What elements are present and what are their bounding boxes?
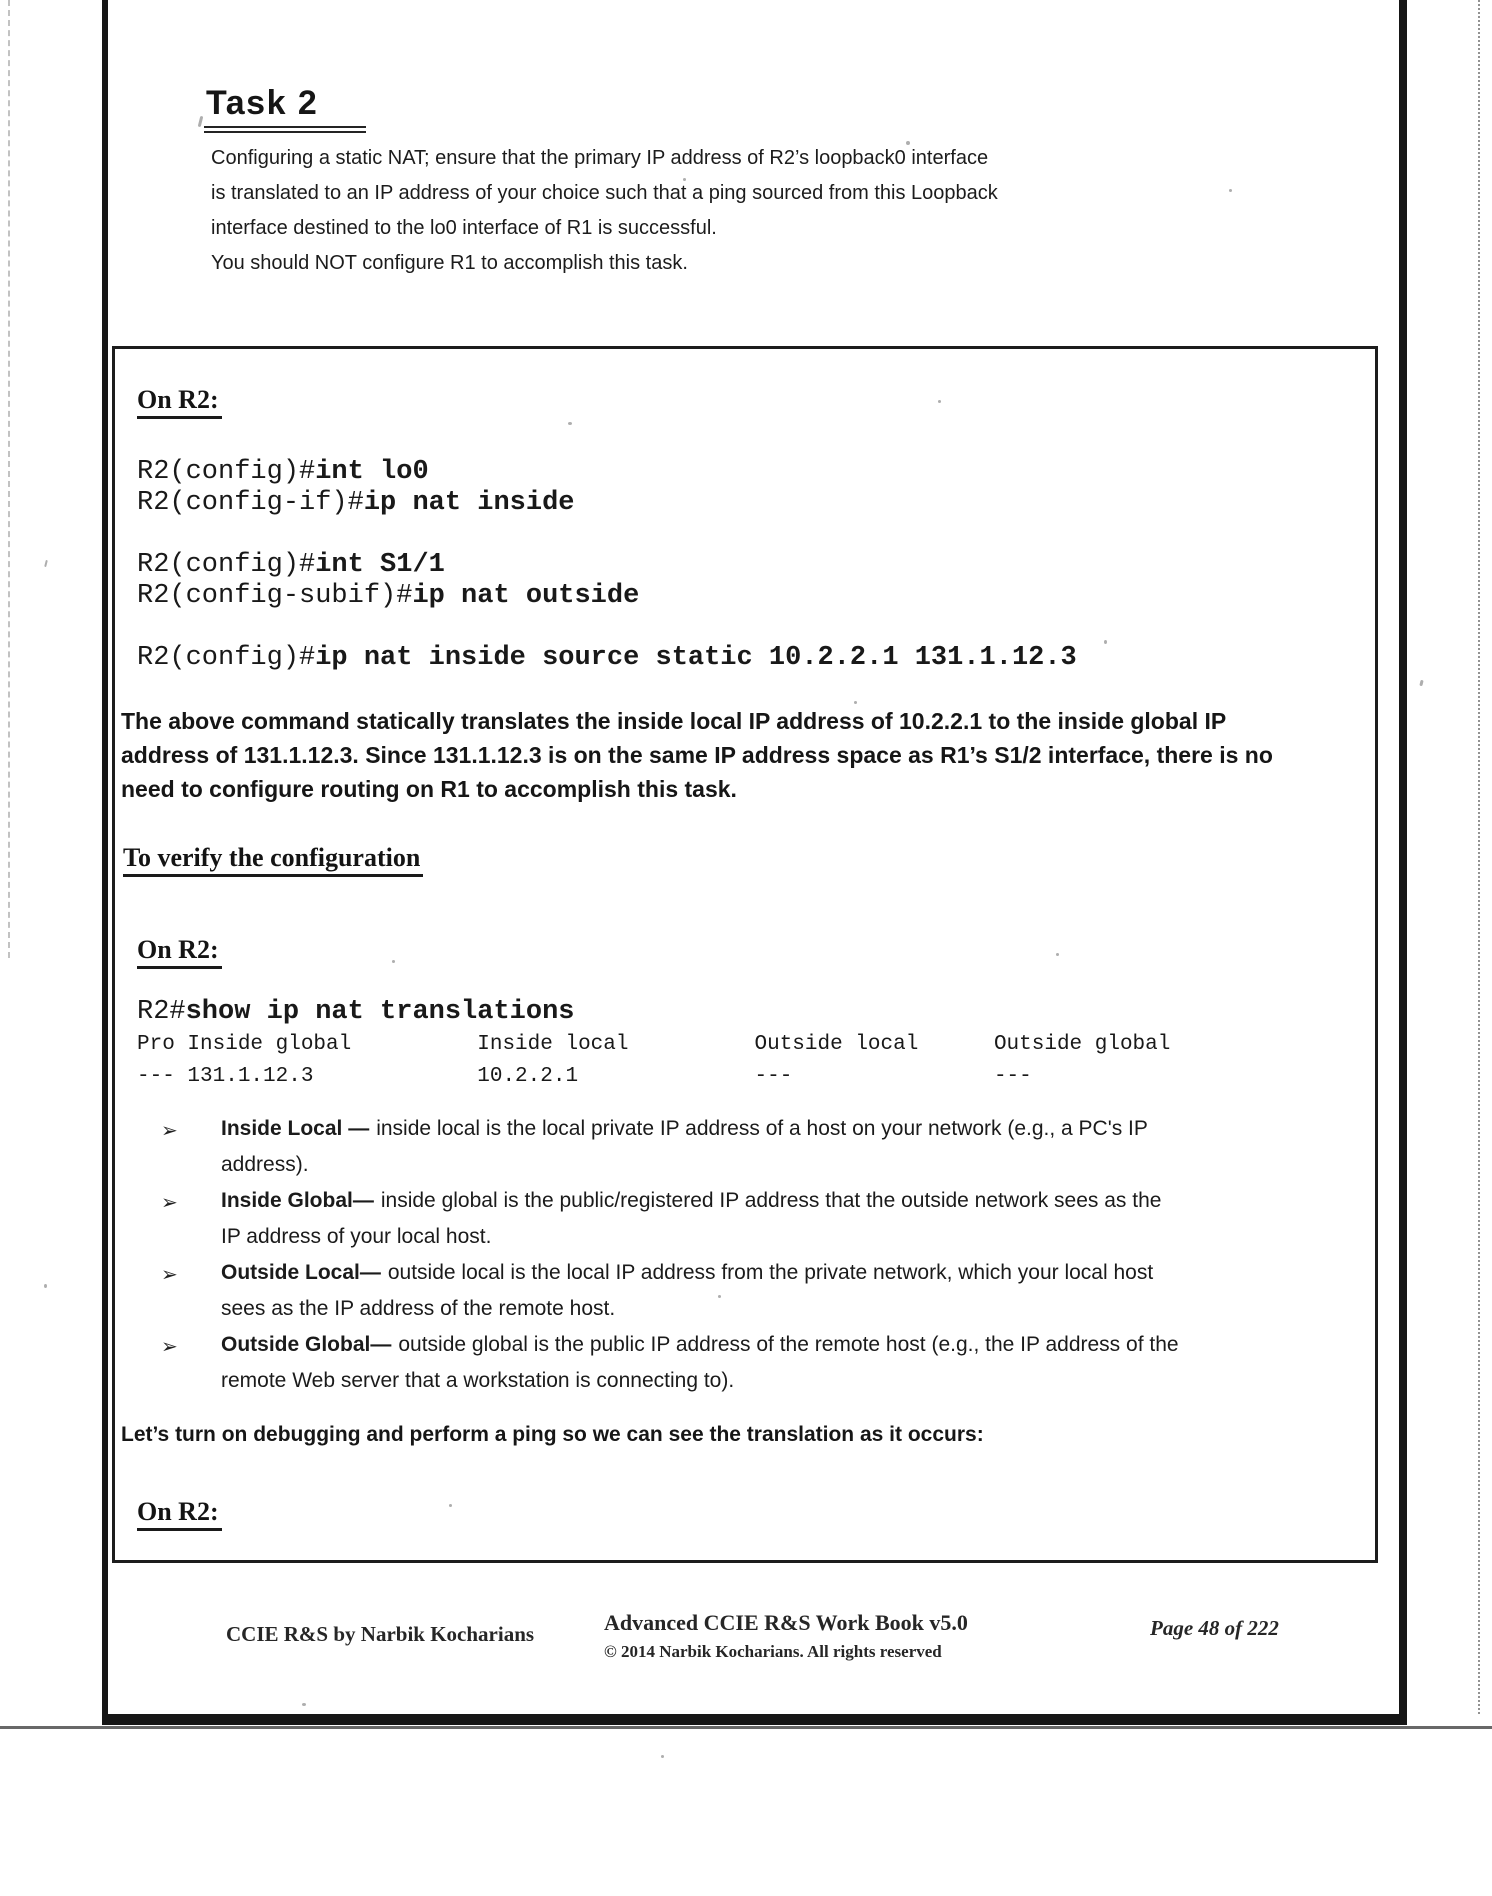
section-heading-text: On R2: xyxy=(137,385,222,419)
cli-command: ip nat inside xyxy=(363,488,575,518)
list-item-line: address). xyxy=(221,1153,309,1176)
arrow-bullet-icon: ➢ xyxy=(161,1190,178,1214)
task-description xyxy=(211,141,998,281)
cli-prompt: R2(config)# xyxy=(137,457,316,487)
cli-prompt: R2(config)# xyxy=(137,643,316,673)
term-label: Outside Global— xyxy=(221,1333,392,1356)
list-item-line: IP address of your local host. xyxy=(221,1225,492,1248)
term-label: Outside Local— xyxy=(221,1261,381,1284)
cli-prompt: R2(config-subif)# xyxy=(137,581,413,611)
term-definition: outside global is the public IP address of the remote host (e.g., the IP address of the xyxy=(398,1333,1179,1356)
term-definition: inside global is the public/registered IP address that the outside network sees as the xyxy=(380,1189,1162,1212)
explanation-line: address of 131.1.12.3. Since 131.1.12.3 is on the same IP address space as R1’s S1/2 interface, there is no xyxy=(121,742,1273,768)
scan-edge-line-right xyxy=(1478,0,1480,1714)
section-heading-on-r2 xyxy=(137,1497,222,1531)
nat-table-header: Pro Inside global Inside local Outside local Outside global xyxy=(137,1033,1171,1056)
task-description-line: Configuring a static NAT; ensure that the primary IP address of R2’s loopback0 interface xyxy=(211,147,989,169)
arrow-bullet-icon: ➢ xyxy=(161,1334,178,1358)
noise-speck xyxy=(1419,680,1423,687)
scan-edge-line-bottom xyxy=(0,1726,1492,1729)
task-heading xyxy=(204,84,366,133)
list-item-line xyxy=(221,1327,1179,1363)
arrow-bullet-icon: ➢ xyxy=(161,1262,178,1286)
term-definition: inside local is the local private IP address of a host on your network (e.g., a PC's IP xyxy=(376,1117,1148,1140)
section-heading-text: On R2: xyxy=(137,1497,222,1531)
cli-line xyxy=(137,581,1077,612)
cli-prompt: R2(config-if)# xyxy=(137,488,364,518)
cli-command: ip nat outside xyxy=(412,581,640,611)
command-explanation xyxy=(121,704,1273,806)
cli-line xyxy=(137,488,1077,519)
noise-speck xyxy=(661,1755,664,1758)
command-group xyxy=(137,457,1077,519)
debug-intro-line: Let’s turn on debugging and perform a ping so we can see the translation as it occurs: xyxy=(121,1423,984,1446)
footer-book-title: Advanced CCIE R&S Work Book v5.0 xyxy=(604,1610,968,1635)
term-label: Inside Global— xyxy=(221,1189,374,1212)
list-item-line xyxy=(221,1183,1179,1219)
section-heading-text: To verify the configuration xyxy=(123,843,423,877)
nat-translation-table xyxy=(137,1029,1170,1093)
list-item-line xyxy=(221,1255,1179,1291)
nat-terms-list xyxy=(161,1111,1179,1399)
list-item-line: remote Web server that a workstation is connecting to). xyxy=(221,1369,735,1392)
footer-copyright: © 2014 Narbik Kocharians. All rights reserved xyxy=(604,1642,942,1661)
section-heading-verify xyxy=(123,843,423,877)
nat-table-row: --- 131.1.12.3 10.2.2.1 --- --- xyxy=(137,1065,1032,1088)
verification-output xyxy=(137,995,1170,1093)
config-box xyxy=(112,346,1378,1563)
cli-prompt: R2# xyxy=(137,997,186,1027)
task-description-line: You should NOT configure R1 to accomplish this task. xyxy=(211,252,688,274)
section-heading-on-r2 xyxy=(137,385,222,419)
scan-edge-line-left xyxy=(8,0,10,958)
command-group xyxy=(137,550,1077,612)
noise-speck xyxy=(44,560,48,567)
footer-author: CCIE R&S by Narbik Kocharians xyxy=(226,1622,535,1646)
cli-command: ip nat inside source static 10.2.2.1 131.1.12.3 xyxy=(315,643,1077,673)
cli-line xyxy=(137,550,1077,581)
task-heading-text: Task 2 xyxy=(204,84,366,133)
term-definition: outside local is the local IP address from the private network, which your local host xyxy=(387,1261,1154,1284)
task-description-line: is translated to an IP address of your choice such that a ping sourced from this Loopback xyxy=(211,182,998,204)
arrow-bullet-icon: ➢ xyxy=(161,1118,178,1142)
cli-command: int lo0 xyxy=(315,457,429,487)
list-item-line xyxy=(221,1111,1179,1147)
section-heading-on-r2 xyxy=(137,935,222,969)
command-group xyxy=(137,643,1077,674)
list-item xyxy=(161,1255,1179,1327)
list-item-line: sees as the IP address of the remote host. xyxy=(221,1297,616,1320)
cli-line xyxy=(137,643,1077,674)
task-description-line: interface destined to the lo0 interface of R1 is successful. xyxy=(211,217,717,239)
explanation-line: need to configure routing on R1 to accomplish this task. xyxy=(121,776,737,802)
cli-command: show ip nat translations xyxy=(185,997,575,1027)
cli-prompt: R2(config)# xyxy=(137,550,316,580)
list-item xyxy=(161,1183,1179,1255)
list-item xyxy=(161,1327,1179,1399)
cli-line xyxy=(137,457,1077,488)
list-item xyxy=(161,1111,1179,1183)
term-label: Inside Local — xyxy=(221,1117,370,1140)
footer-page-number: Page 48 of 222 xyxy=(1150,1616,1279,1640)
explanation-line: The above command statically translates the inside local IP address of 10.2.2.1 to the inside global IP xyxy=(121,708,1227,734)
cli-command: int S1/1 xyxy=(315,550,445,580)
cli-line xyxy=(137,995,1170,1029)
config-commands xyxy=(137,457,1077,705)
noise-speck xyxy=(44,1284,47,1288)
section-heading-text: On R2: xyxy=(137,935,222,969)
